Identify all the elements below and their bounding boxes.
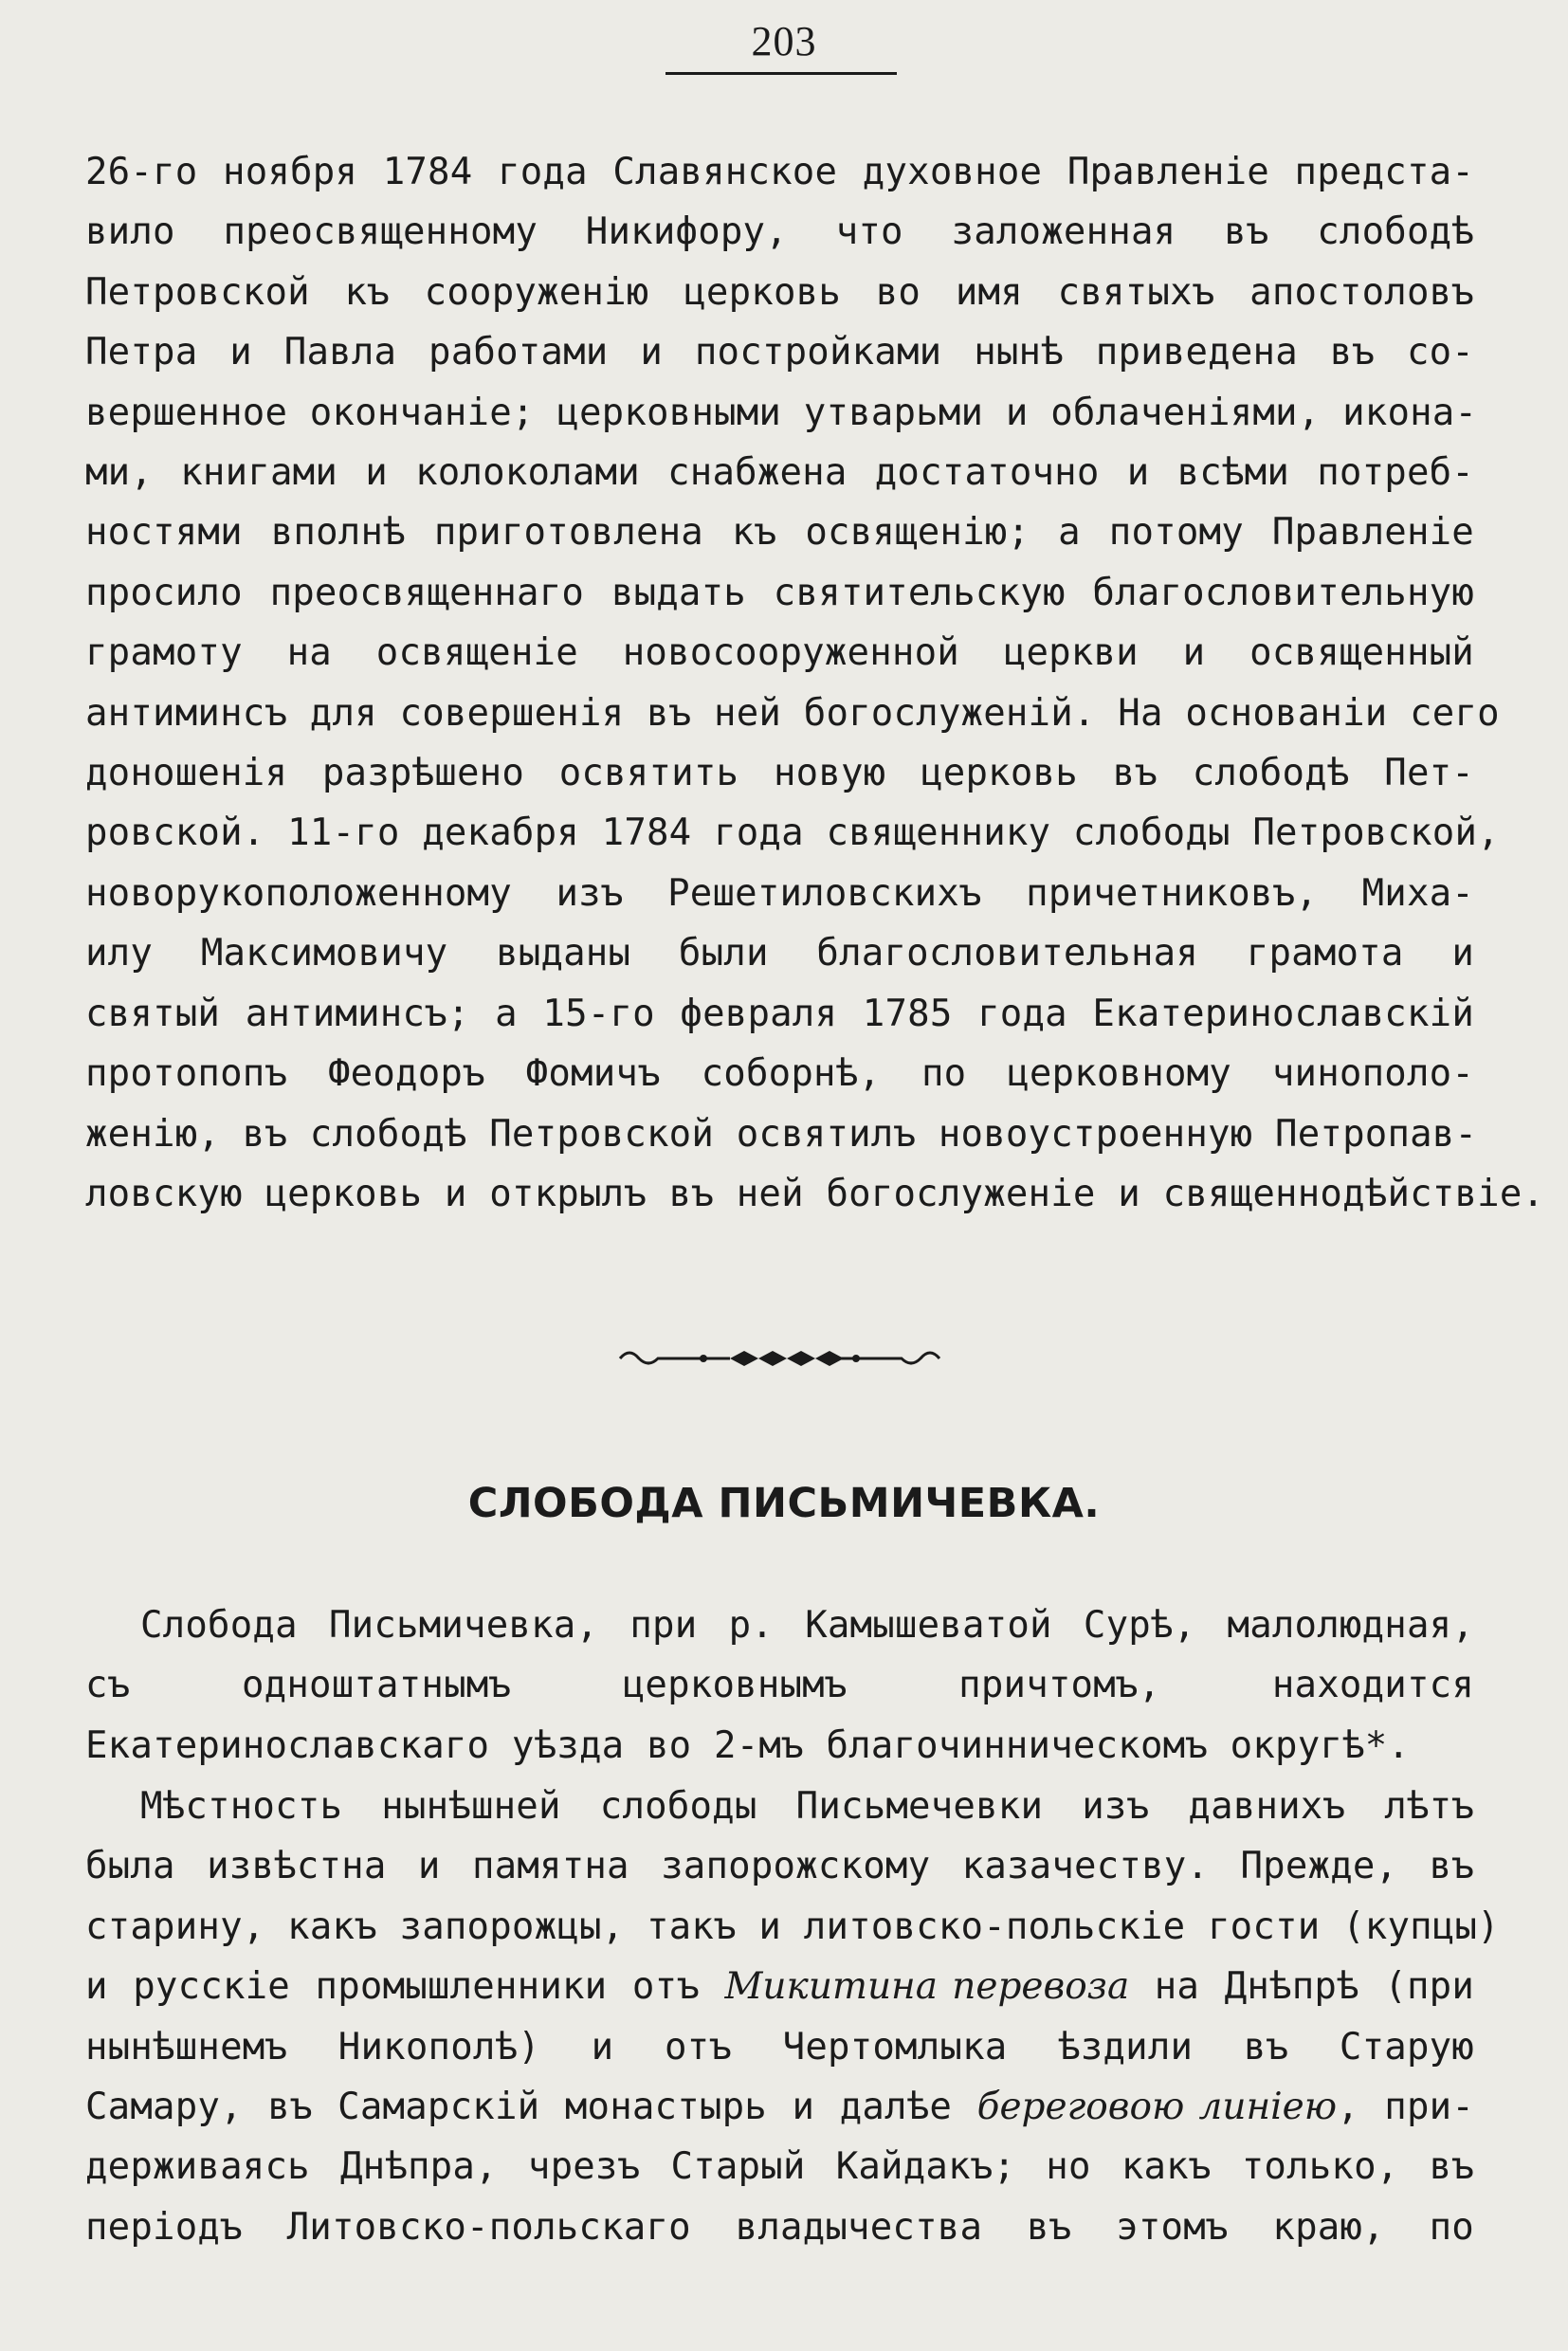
- text-line: періодъ Литовско-польскаго владычества въ этомъ краю, по: [85, 2205, 1474, 2249]
- text-line: илу Максимовичу выданы были благословительная грамота и: [85, 932, 1474, 975]
- text-line: [85, 2077, 1474, 2137]
- italic-route-name: береговою линіею: [976, 2086, 1338, 2129]
- text-line: Петровской къ сооруженію церковь во имя святыхъ апостоловъ: [85, 270, 1474, 314]
- text-fragment: Самару, въ Самарскій монастырь и далѣе: [85, 2086, 977, 2129]
- text-fragment: , при-: [1337, 2086, 1474, 2129]
- paragraph-1: [85, 142, 1545, 1224]
- text-line: новорукоположенному изъ Решетиловскихъ причетниковъ, Миха-: [85, 871, 1474, 915]
- text-line: женію, въ слободѣ Петровской освятилъ новоустроенную Петропав-: [85, 1112, 1478, 1156]
- paragraph-3: [85, 1777, 1500, 2257]
- italic-place-name: Микитина перевоза: [724, 1965, 1130, 2009]
- text-line: съ одноштатнымъ церковнымъ причтомъ, находится: [85, 1664, 1474, 1707]
- paragraph-2: [85, 1595, 1474, 1776]
- text-line: вило преосвященному Никифору, что заложенная въ слободѣ: [85, 210, 1474, 254]
- text-line: антиминсъ для совершенія въ ней богослуженій. На основаніи сего: [85, 691, 1500, 735]
- text-line: протопопъ Феодоръ Фомичъ соборнѣ, по церковному чинополо-: [85, 1052, 1474, 1096]
- text-line: ровской. 11-го декабря 1784 года священнику слободы Петровской,: [85, 811, 1500, 855]
- page-number-rule: [665, 72, 897, 75]
- text-line: [85, 1957, 1474, 2016]
- text-line: ностями вполнѣ приготовлена къ освященію; а потому Правленіе: [85, 511, 1474, 555]
- page-number: 203: [751, 18, 817, 64]
- text-line: святый антиминсъ; а 15-го февраля 1785 года Екатеринославскій: [85, 992, 1474, 1035]
- ornamental-divider-icon: [616, 1340, 943, 1377]
- text-line: Петра и Павла работами и постройками нынѣ приведена въ со-: [85, 331, 1474, 374]
- text-line: просило преосвященнаго выдать святительскую благословительную: [85, 571, 1474, 614]
- text-line: ми, книгами и колоколами снабжена достаточно и всѣми потреб-: [85, 451, 1474, 495]
- text-line: Екатеринославскаго уѣзда во 2-мъ благочинническомъ округѣ*.: [85, 1723, 1411, 1767]
- text-line: вершенное окончаніе; церковными утварьми и облаченіями, икона-: [85, 391, 1478, 434]
- text-line: была извѣстна и памятна запорожскому казачеству. Прежде, въ: [85, 1845, 1474, 1888]
- text-line: Мѣстность нынѣшней слободы Письмечевки изъ давнихъ лѣтъ: [140, 1785, 1474, 1828]
- section-title: СЛОБОДА ПИСЬМИЧЕВКА.: [467, 1480, 1101, 1527]
- text-line: Слобода Письмичевка, при р. Камышеватой Сурѣ, малолюдная,: [140, 1604, 1474, 1647]
- text-line: старину, какъ запорожцы, такъ и литовско-польскіе гости (купцы): [85, 1904, 1500, 1948]
- text-line: грамоту на освященіе новосооруженной церкви и освященный: [85, 631, 1474, 675]
- text-fragment: на Днѣпрѣ (при: [1129, 1965, 1474, 2009]
- text-line: держиваясь Днѣпра, чрезъ Старый Кайдакъ; но какъ только, въ: [85, 2145, 1474, 2189]
- text-line: ловскую церковь и открылъ въ ней богослуженіе и священнодѣйствіе.: [85, 1172, 1545, 1215]
- text-fragment: и русскіе промышленники отъ: [85, 1965, 725, 2009]
- text-line: 26-го ноября 1784 года Славянское духовное Правленіе предста-: [85, 151, 1474, 193]
- text-line: доношенія разрѣшено освятить новую церковь въ слободѣ Пет-: [85, 752, 1474, 795]
- text-line: нынѣшнемъ Никополѣ) и отъ Чертомлыка ѣздили въ Старую: [85, 2025, 1474, 2069]
